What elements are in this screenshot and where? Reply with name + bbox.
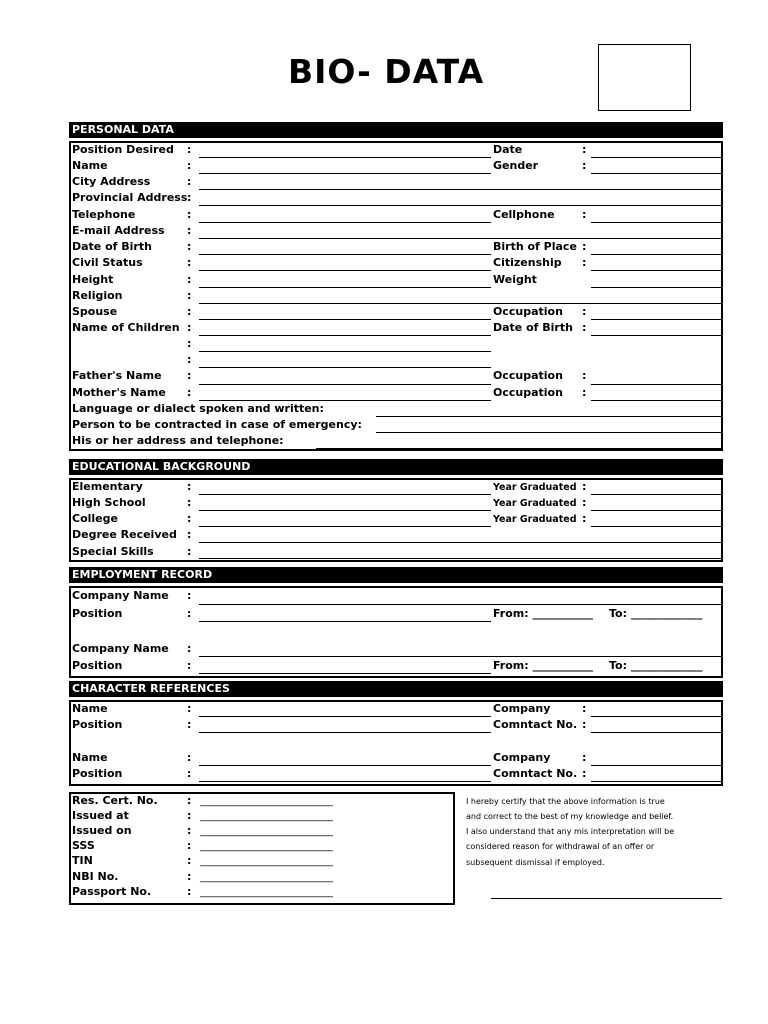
colon: : bbox=[187, 794, 192, 807]
label-emergency-person: Person to be contracted in case of emergency: bbox=[72, 418, 362, 431]
children-dob-line[interactable] bbox=[591, 335, 722, 336]
weight-line[interactable] bbox=[591, 287, 722, 288]
sss-field[interactable]: _________________________________ bbox=[200, 841, 332, 852]
colon: : bbox=[187, 885, 192, 898]
label-provincial-address: Provincial Address bbox=[72, 191, 188, 204]
colon: : bbox=[582, 256, 587, 269]
colon: : bbox=[187, 854, 192, 867]
colon: : bbox=[187, 240, 192, 253]
label-civil-status: Civil Status bbox=[72, 256, 143, 269]
fathers-name-line[interactable] bbox=[199, 384, 491, 385]
colon: : bbox=[582, 208, 587, 221]
label-birth-of-place: Birth of Place bbox=[493, 240, 577, 253]
tin-field[interactable]: _________________________________ bbox=[200, 856, 332, 867]
colon: : bbox=[187, 839, 192, 852]
colon: : bbox=[187, 545, 192, 558]
label-name: Name bbox=[72, 159, 108, 172]
label-email: E-mail Address bbox=[72, 224, 165, 237]
label-ref-name: Name bbox=[72, 702, 108, 715]
colon: : bbox=[582, 159, 587, 172]
company-name-line-2[interactable] bbox=[199, 656, 722, 657]
colon: : bbox=[187, 305, 192, 318]
father-occupation-line[interactable] bbox=[591, 384, 722, 385]
colon: : bbox=[187, 386, 192, 399]
label-issued-at: Issued at bbox=[72, 809, 129, 822]
section-header-education: EDUCATIONAL BACKGROUND bbox=[69, 459, 723, 475]
company-name-line-1[interactable] bbox=[199, 604, 722, 605]
colon: : bbox=[187, 809, 192, 822]
label-ref-position: Position bbox=[72, 718, 123, 731]
section-header-personal: PERSONAL DATA bbox=[69, 122, 723, 138]
label-year-graduated: Year Graduated bbox=[493, 514, 577, 525]
label-special-skills: Special Skills bbox=[72, 545, 154, 558]
colon: : bbox=[187, 642, 192, 655]
height-line[interactable] bbox=[199, 287, 491, 288]
label-year-graduated: Year Graduated bbox=[493, 498, 577, 509]
spouse-line[interactable] bbox=[199, 319, 491, 320]
colon: : bbox=[187, 659, 192, 672]
label-children-date-of-birth: Date of Birth bbox=[493, 321, 573, 334]
colon: : bbox=[187, 369, 192, 382]
label-nbi-no: NBI No. bbox=[72, 870, 119, 883]
children-line-2[interactable] bbox=[199, 351, 491, 352]
declaration-line-1: I hereby certify that the above information is true bbox=[466, 797, 665, 806]
colon: : bbox=[582, 305, 587, 318]
label-passport-no: Passport No. bbox=[72, 885, 152, 898]
colon: : bbox=[187, 191, 192, 204]
colon: : bbox=[582, 512, 587, 525]
colon: : bbox=[187, 159, 192, 172]
special-skills-line[interactable] bbox=[199, 558, 722, 559]
ref-contact-line-1[interactable] bbox=[591, 732, 722, 733]
colon: : bbox=[582, 480, 587, 493]
declaration-line-4: considered reason for withdrawal of an offer or bbox=[466, 842, 655, 851]
label-from: From: ___________ bbox=[493, 659, 593, 672]
colon: : bbox=[582, 240, 587, 253]
colon: : bbox=[582, 751, 587, 764]
high-school-line[interactable] bbox=[199, 510, 491, 511]
label-res-cert-no: Res. Cert. No. bbox=[72, 794, 158, 807]
colon: : bbox=[187, 496, 192, 509]
colon: : bbox=[187, 528, 192, 541]
label-mother-occupation: Occupation bbox=[493, 386, 563, 399]
ref-contact-line-2[interactable] bbox=[591, 781, 722, 782]
ref-position-line-1[interactable] bbox=[199, 732, 491, 733]
emergency-person-line[interactable] bbox=[376, 432, 722, 433]
colon: : bbox=[187, 607, 192, 620]
label-to: To: _____________ bbox=[609, 659, 703, 672]
colon: : bbox=[582, 143, 587, 156]
label-from: From: ___________ bbox=[493, 607, 593, 620]
label-degree-received: Degree Received bbox=[72, 528, 177, 541]
label-father-occupation: Occupation bbox=[493, 369, 563, 382]
label-position: Position bbox=[72, 607, 123, 620]
label-city-address: City Address bbox=[72, 175, 151, 188]
label-ref-company: Company bbox=[493, 751, 551, 764]
college-line[interactable] bbox=[199, 526, 491, 527]
label-to: To: _____________ bbox=[609, 607, 703, 620]
elementary-year-line[interactable] bbox=[591, 494, 722, 495]
passport-no-field[interactable]: _________________________________ bbox=[200, 887, 332, 898]
signature-line[interactable] bbox=[491, 898, 722, 899]
colon: : bbox=[187, 256, 192, 269]
colon: : bbox=[582, 496, 587, 509]
label-high-school: High School bbox=[72, 496, 146, 509]
colon: : bbox=[582, 702, 587, 715]
ref-position-line-2[interactable] bbox=[199, 781, 491, 782]
label-tin: TIN bbox=[72, 854, 93, 867]
label-company-name: Company Name bbox=[72, 642, 169, 655]
label-height: Height bbox=[72, 273, 114, 286]
elementary-line[interactable] bbox=[199, 494, 491, 495]
label-cellphone: Cellphone bbox=[493, 208, 555, 221]
photo-box[interactable] bbox=[598, 44, 691, 111]
colon: : bbox=[187, 767, 192, 780]
issued-on-field[interactable]: _________________________________ bbox=[200, 826, 332, 837]
references-box bbox=[69, 700, 723, 786]
telephone-line[interactable] bbox=[199, 222, 491, 223]
colon: : bbox=[582, 718, 587, 731]
label-issued-on: Issued on bbox=[72, 824, 132, 837]
colon: : bbox=[187, 824, 192, 837]
ref-company-line-1[interactable] bbox=[591, 716, 722, 717]
citizenship-line[interactable] bbox=[591, 270, 722, 271]
label-weight: Weight bbox=[493, 273, 537, 286]
colon: : bbox=[187, 224, 192, 237]
ref-name-line-1[interactable] bbox=[199, 716, 491, 717]
label-ref-name: Name bbox=[72, 751, 108, 764]
label-college: College bbox=[72, 512, 118, 525]
colon: : bbox=[187, 208, 192, 221]
label-company-name: Company Name bbox=[72, 589, 169, 602]
label-year-graduated: Year Graduated bbox=[493, 482, 577, 493]
children-line-1[interactable] bbox=[199, 335, 491, 336]
colon: : bbox=[187, 273, 192, 286]
civil-status-line[interactable] bbox=[199, 270, 491, 271]
language-line[interactable] bbox=[376, 416, 722, 417]
colon: : bbox=[187, 718, 192, 731]
label-elementary: Elementary bbox=[72, 480, 143, 493]
colon: : bbox=[187, 512, 192, 525]
label-ref-position: Position bbox=[72, 767, 123, 780]
nbi-no-field[interactable]: _________________________________ bbox=[200, 872, 332, 883]
children-line-3[interactable] bbox=[199, 367, 491, 368]
label-mothers-name: Mother's Name bbox=[72, 386, 166, 399]
label-gender: Gender bbox=[493, 159, 539, 172]
position-line-2[interactable] bbox=[199, 673, 491, 674]
degree-received-line[interactable] bbox=[199, 542, 722, 543]
label-name-of-children: Name of Children bbox=[72, 321, 180, 334]
email-line[interactable] bbox=[199, 238, 722, 239]
label-emergency-address: His or her address and telephone: bbox=[72, 434, 284, 447]
emergency-address-line[interactable] bbox=[316, 448, 722, 449]
label-fathers-name: Father's Name bbox=[72, 369, 162, 382]
colon: : bbox=[582, 386, 587, 399]
colon: : bbox=[582, 767, 587, 780]
label-sss: SSS bbox=[72, 839, 95, 852]
label-language: Language or dialect spoken and written: bbox=[72, 402, 324, 415]
section-header-references: CHARACTER REFERENCES bbox=[69, 681, 723, 697]
colon: : bbox=[187, 175, 192, 188]
issued-at-field[interactable]: _________________________________ bbox=[200, 811, 332, 822]
mothers-name-line[interactable] bbox=[199, 400, 491, 401]
colon: : bbox=[187, 751, 192, 764]
name-line[interactable] bbox=[199, 173, 491, 174]
colon: : bbox=[187, 480, 192, 493]
label-date: Date bbox=[493, 143, 523, 156]
label-ref-contact: Comntact No. bbox=[493, 767, 578, 780]
colon: : bbox=[187, 337, 192, 350]
education-box bbox=[69, 478, 723, 562]
colon: : bbox=[187, 321, 192, 334]
colon: : bbox=[187, 289, 192, 302]
high-school-year-line[interactable] bbox=[591, 510, 722, 511]
label-position: Position bbox=[72, 659, 123, 672]
label-religion: Religion bbox=[72, 289, 123, 302]
city-address-line[interactable] bbox=[199, 189, 722, 190]
label-spouse-occupation: Occupation bbox=[493, 305, 563, 318]
label-position-desired: Position Desired bbox=[72, 143, 174, 156]
label-citizenship: Citizenship bbox=[493, 256, 562, 269]
cellphone-line[interactable] bbox=[591, 222, 722, 223]
colon: : bbox=[187, 702, 192, 715]
gender-line[interactable] bbox=[591, 173, 722, 174]
label-ref-company: Company bbox=[493, 702, 551, 715]
label-ref-contact: Comntact No. bbox=[493, 718, 578, 731]
religion-line[interactable] bbox=[199, 303, 722, 304]
colon: : bbox=[187, 353, 192, 366]
colon: : bbox=[582, 321, 587, 334]
label-spouse: Spouse bbox=[72, 305, 118, 318]
colon: : bbox=[582, 369, 587, 382]
college-year-line[interactable] bbox=[591, 526, 722, 527]
res-cert-no-field[interactable]: _________________________________ bbox=[200, 796, 332, 807]
birth-of-place-line[interactable] bbox=[591, 254, 722, 255]
label-date-of-birth: Date of Birth bbox=[72, 240, 152, 253]
date-line[interactable] bbox=[591, 157, 722, 158]
declaration-line-5: subsequent dismissal if employed. bbox=[466, 858, 605, 867]
position-desired-line[interactable] bbox=[199, 157, 491, 158]
colon: : bbox=[187, 870, 192, 883]
mother-occupation-line[interactable] bbox=[591, 400, 722, 401]
ref-name-line-2[interactable] bbox=[199, 765, 491, 766]
date-of-birth-line[interactable] bbox=[199, 254, 491, 255]
section-header-employment: EMPLOYMENT RECORD bbox=[69, 567, 723, 583]
position-line-1[interactable] bbox=[199, 621, 491, 622]
ref-company-line-2[interactable] bbox=[591, 765, 722, 766]
colon: : bbox=[187, 143, 192, 156]
spouse-occupation-line[interactable] bbox=[591, 319, 722, 320]
declaration-line-2: and correct to the best of my knowledge and belief. bbox=[466, 812, 674, 821]
provincial-address-line[interactable] bbox=[199, 205, 722, 206]
page-title: BIO- DATA bbox=[288, 52, 485, 91]
colon: : bbox=[187, 589, 192, 602]
declaration-line-3: I also understand that any mis interpretation will be bbox=[466, 827, 675, 836]
label-telephone: Telephone bbox=[72, 208, 136, 221]
